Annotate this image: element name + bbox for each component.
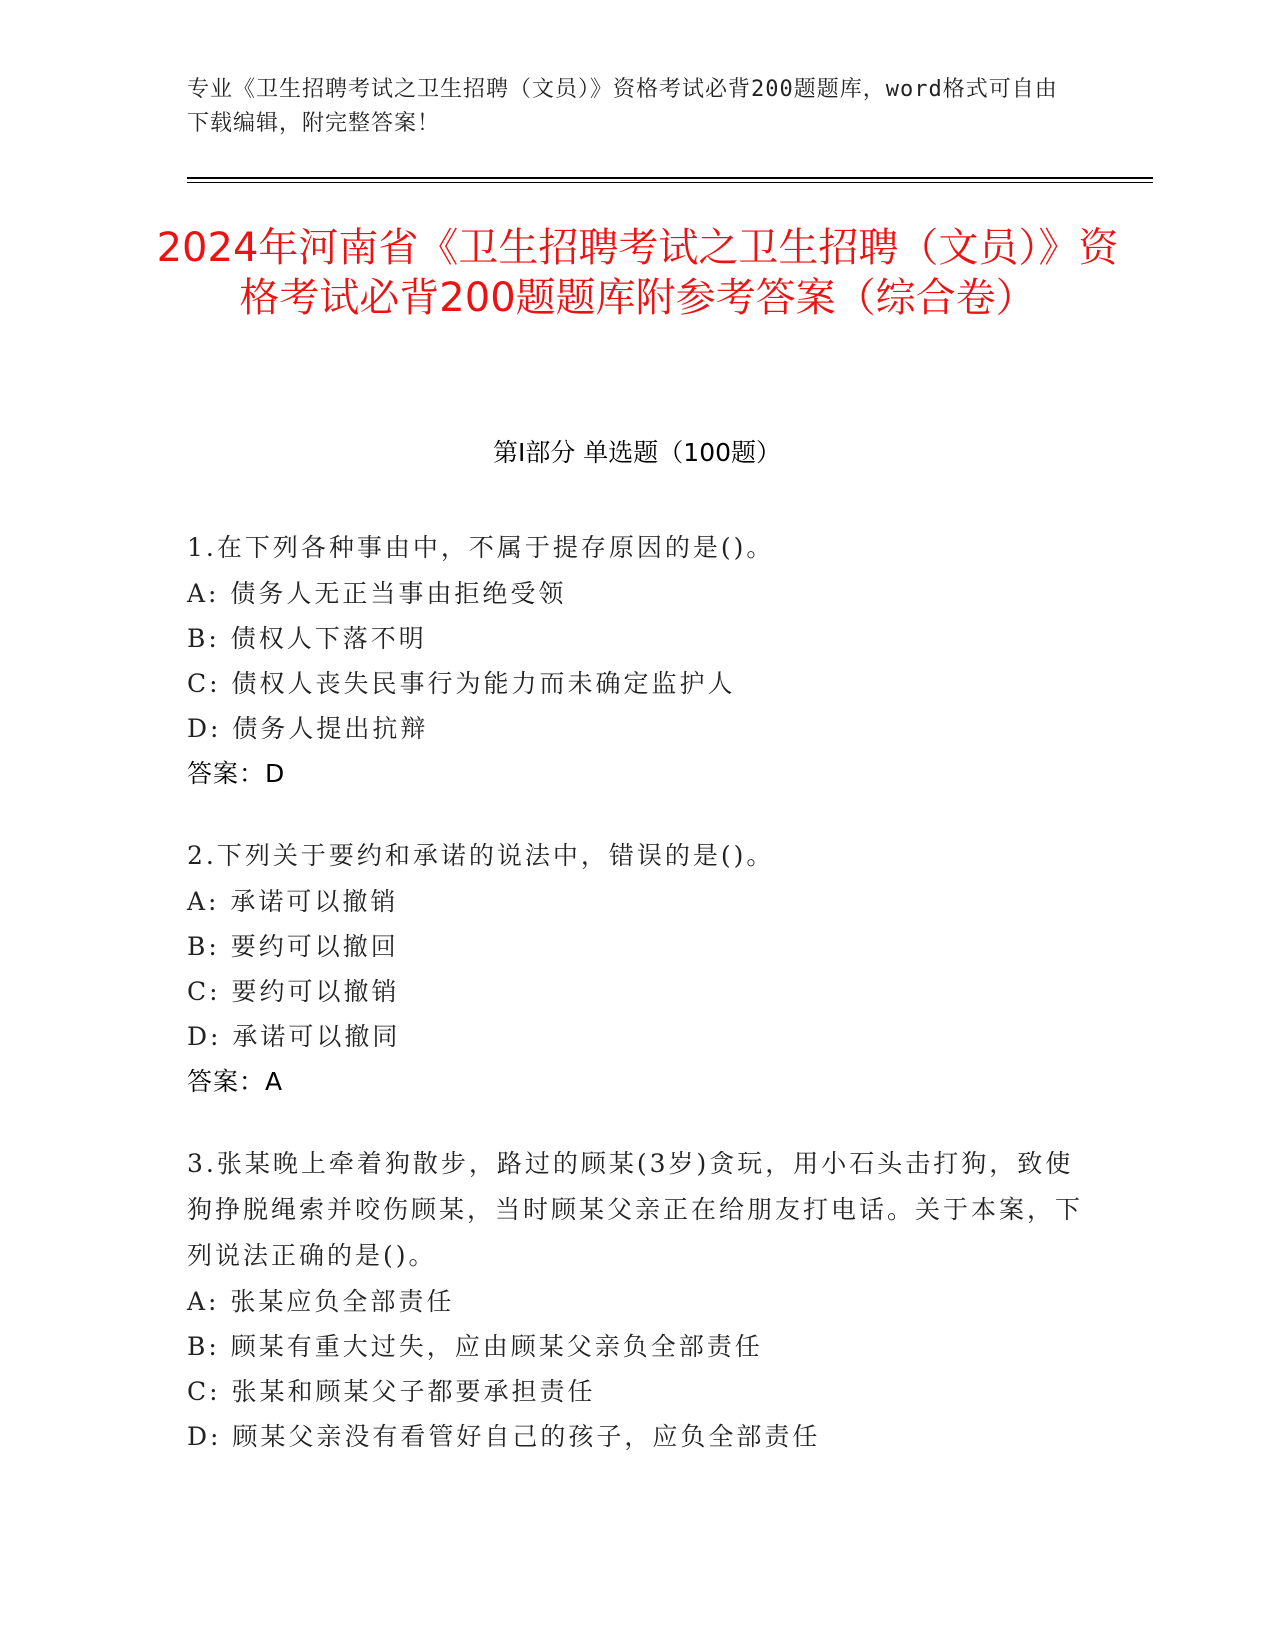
question-answer: 答案：D [187, 759, 286, 788]
document-title: 2024年河南省《卫生招聘考试之卫生招聘（文员）》资格考试必背200题题库附参考答案（综合卷） [156, 225, 1119, 321]
question-stem: 3.张某晚上牵着狗散步，路过的顾某(3岁)贪玩，用小石头击打狗，致使狗挣脱绳索并咬伤顾某，当时顾某父亲正在给朋友打电话。关于本案，下列说法正确的是()。 [187, 1149, 1084, 1270]
header-divider-thin [187, 182, 1153, 183]
question-list [187, 525, 1087, 1496]
option-d: D: 顾某父亲没有看管好自己的孩子，应负全部责任 [187, 1422, 821, 1451]
question-stem: 2.下列关于要约和承诺的说法中，错误的是()。 [187, 841, 775, 870]
option-b: B: 债权人下落不明 [187, 624, 427, 653]
question-3 [187, 1141, 1087, 1459]
option-a: A: 承诺可以撤销 [187, 887, 399, 916]
option-b: B: 顾某有重大过失，应由顾某父亲负全部责任 [187, 1332, 763, 1361]
header-note: 专业《卫生招聘考试之卫生招聘（文员）》资格考试必背200题题库，word格式可自由下载编辑，附完整答案！ [187, 77, 1058, 136]
option-a: A: 债务人无正当事由拒绝受领 [187, 579, 567, 608]
section-title: 第Ⅰ部分 单选题（100题） [492, 438, 782, 467]
option-d: D: 债务人提出抗辩 [187, 714, 429, 743]
question-answer: 答案：A [187, 1067, 284, 1096]
header-divider-thick [187, 177, 1153, 179]
option-c: C: 张某和顾某父子都要承担责任 [187, 1377, 596, 1406]
option-c: C: 要约可以撤销 [187, 977, 400, 1006]
question-1 [187, 525, 1087, 796]
option-a: A: 张某应负全部责任 [187, 1287, 455, 1316]
option-b: B: 要约可以撤回 [187, 932, 399, 961]
option-c: C: 债权人丧失民事行为能力而未确定监护人 [187, 669, 736, 698]
question-stem: 1.在下列各种事由中，不属于提存原因的是()。 [187, 533, 775, 562]
question-2 [187, 833, 1087, 1104]
option-d: D: 承诺可以撤同 [187, 1022, 401, 1051]
